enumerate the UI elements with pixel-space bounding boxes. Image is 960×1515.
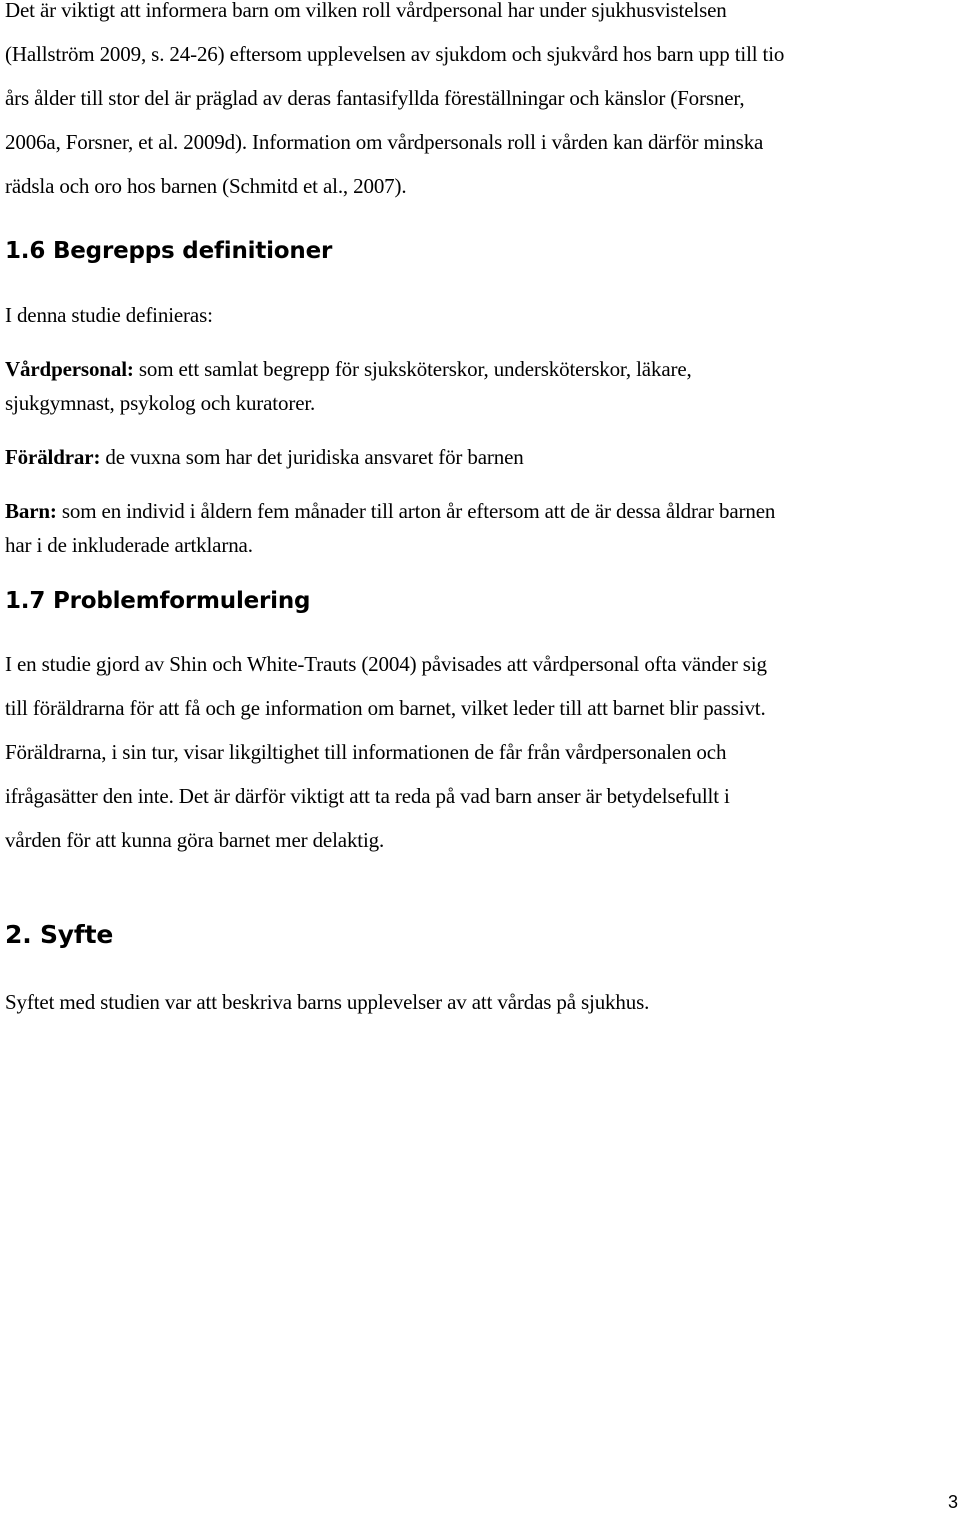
problem-line-2: till föräldrarna för att få och ge information om barnet, vilket leder till att barnet blir passivt. — [5, 696, 766, 720]
definition-barn-line-1 — [5, 498, 775, 524]
intro-line-3: års ålder till stor del är präglad av deras fantasifyllda föreställningar och känslor (Forsner, — [5, 86, 745, 110]
problem-line-4: ifrågasätter den inte. Det är därför viktigt att ta reda på vad barn anser är betydelsefullt i — [5, 784, 730, 808]
section-heading-2: 2. Syfte — [5, 920, 114, 949]
definitions-intro: I denna studie definieras: — [5, 303, 213, 327]
intro-line-4: 2006a, Forsner, et al. 2009d). Information om vårdpersonals roll i vården kan därför minska — [5, 130, 764, 154]
intro-line-5: rädsla och oro hos barnen (Schmitd et al., 2007). — [5, 174, 407, 198]
problem-line-1: I en studie gjord av Shin och White-Trauts (2004) påvisades att vårdpersonal ofta vänder sig — [5, 652, 767, 676]
definition-barn-line-2: har i de inkluderade artklarna. — [5, 533, 253, 557]
definition-term-foraldrar: Föräldrar: — [5, 445, 101, 469]
section-heading-1-6: 1.6 Begrepps definitioner — [5, 238, 333, 264]
purpose-text: Syftet med studien var att beskriva barns upplevelser av att vårdas på sjukhus. — [5, 990, 650, 1014]
definition-term-barn: Barn: — [5, 499, 57, 523]
problem-line-5: vården för att kunna göra barnet mer delaktig. — [5, 828, 385, 852]
intro-line-2: (Hallström 2009, s. 24-26) eftersom upplevelsen av sjukdom och sjukvård hos barn upp till tio — [5, 42, 785, 66]
definition-text-foraldrar: de vuxna som har det juridiska ansvaret för barnen — [100, 445, 524, 469]
page-number: 3 — [947, 1492, 958, 1512]
definition-foraldrar — [5, 444, 524, 470]
definition-term-vardpersonal: Vårdpersonal: — [5, 357, 134, 381]
intro-line-1: Det är viktigt att informera barn om vilken roll vårdpersonal har under sjukhusvistelsen — [5, 0, 727, 22]
definition-text-barn: som en individ i åldern fem månader till arton år eftersom att de är dessa åldrar barnen — [56, 499, 776, 523]
definition-vardpersonal-line-2: sjukgymnast, psykolog och kuratorer. — [5, 391, 316, 415]
section-heading-1-7: 1.7 Problemformulering — [5, 588, 311, 614]
definition-text-vardpersonal: som ett samlat begrepp för sjuksköterskor, undersköterskor, läkare, — [133, 357, 692, 381]
definition-vardpersonal-line-1 — [5, 356, 692, 382]
problem-line-3: Föräldrarna, i sin tur, visar likgiltighet till informationen de får från vårdpersonalen och — [5, 740, 727, 764]
